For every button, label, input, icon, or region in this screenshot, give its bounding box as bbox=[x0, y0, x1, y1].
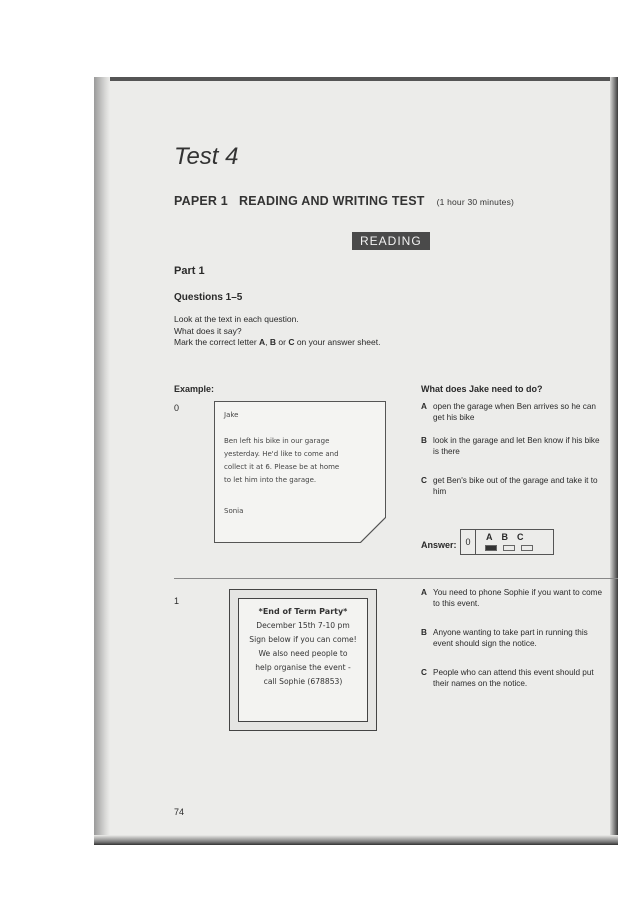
answer-number: 0 bbox=[461, 530, 476, 554]
section-badge: READING bbox=[352, 232, 430, 250]
question-1-option-c bbox=[421, 667, 616, 689]
scan-bottom-edge bbox=[94, 835, 618, 845]
notice-line: call Sophie (678853) bbox=[263, 677, 343, 686]
note-line: to let him into the garage. bbox=[224, 476, 317, 484]
option-text: look in the garage and let Ben know if his bike is there bbox=[433, 436, 600, 456]
example-note bbox=[214, 401, 386, 543]
note-line: Sonia bbox=[224, 507, 244, 515]
option-text: People who can attend this event should put their names on the notice. bbox=[433, 668, 594, 688]
part-heading: Part 1 bbox=[174, 265, 205, 277]
note-line: Jake bbox=[224, 411, 239, 419]
answer-label: Answer: bbox=[421, 540, 457, 550]
paper-title: PAPER 1 READING AND WRITING TEST bbox=[174, 194, 425, 208]
notice-line: December 15th 7-10 pm bbox=[256, 621, 350, 630]
letter-c: C bbox=[288, 337, 295, 347]
example-question: What does Jake need to do? bbox=[421, 384, 543, 394]
note-line: collect it at 6. Please be at home bbox=[224, 463, 340, 471]
option-text: get Ben's bike out of the garage and take it to him bbox=[433, 476, 598, 496]
letter-a: A bbox=[259, 337, 266, 347]
question-1-number: 1 bbox=[174, 596, 180, 606]
notice-line: help organise the event - bbox=[255, 663, 351, 672]
option-letter: B bbox=[421, 436, 427, 445]
option-letter: C bbox=[421, 668, 427, 677]
notice-inner-frame bbox=[238, 598, 368, 722]
option-letter: A bbox=[421, 402, 427, 411]
instruction-text: or bbox=[276, 337, 289, 347]
example-option-c bbox=[421, 475, 611, 497]
questions-heading: Questions 1–5 bbox=[174, 292, 243, 303]
instructions bbox=[174, 314, 380, 349]
answer-box bbox=[460, 529, 554, 555]
scan-right-edge bbox=[610, 77, 618, 845]
note-line: yesterday. He'd like to come and bbox=[224, 450, 339, 458]
instruction-line bbox=[174, 337, 380, 349]
scan-binding-shadow bbox=[94, 77, 110, 845]
question-1-option-b bbox=[421, 627, 616, 649]
note-line: Ben left his bike in our garage bbox=[224, 437, 330, 445]
instruction-text: , bbox=[265, 337, 270, 347]
option-text: You need to phone Sophie if you want to come to this event. bbox=[433, 588, 603, 608]
example-label: Example: bbox=[174, 384, 215, 394]
option-letter: B bbox=[421, 628, 427, 637]
instruction-line: Look at the text in each question. bbox=[174, 314, 299, 324]
notice-title: *End of Term Party* bbox=[258, 607, 348, 616]
page-curl-icon bbox=[360, 517, 386, 543]
option-text: open the garage when Ben arrives so he can get his bike bbox=[433, 402, 596, 422]
option-letter: C bbox=[421, 476, 427, 485]
test-title: Test 4 bbox=[174, 143, 239, 170]
example-option-b bbox=[421, 435, 611, 457]
paper-duration: (1 hour 30 minutes) bbox=[436, 197, 515, 207]
party-notice bbox=[229, 589, 377, 731]
instruction-text: Mark the correct letter bbox=[174, 337, 260, 347]
scanned-page bbox=[94, 77, 618, 845]
instruction-line: What does it say? bbox=[174, 325, 242, 336]
page-number: 74 bbox=[174, 807, 185, 817]
letter-b: B bbox=[269, 337, 277, 347]
answer-mark-a bbox=[485, 545, 497, 551]
option-text: Anyone wanting to take part in running this event should sign the notice. bbox=[433, 628, 588, 648]
answer-mark-b bbox=[503, 545, 515, 551]
question-1-option-a bbox=[421, 587, 616, 609]
notice-line: Sign below if you can come! bbox=[249, 635, 357, 644]
notice-line: We also need people to bbox=[258, 649, 348, 658]
option-letter: A bbox=[421, 588, 427, 597]
divider bbox=[174, 578, 618, 579]
instruction-text: on your answer sheet. bbox=[294, 337, 381, 347]
answer-mark-c bbox=[521, 545, 533, 551]
example-number: 0 bbox=[174, 403, 180, 413]
paper-heading bbox=[174, 194, 514, 208]
example-option-a bbox=[421, 401, 611, 423]
scan-top-edge bbox=[94, 77, 618, 81]
answer-letters: ABC bbox=[486, 532, 533, 542]
